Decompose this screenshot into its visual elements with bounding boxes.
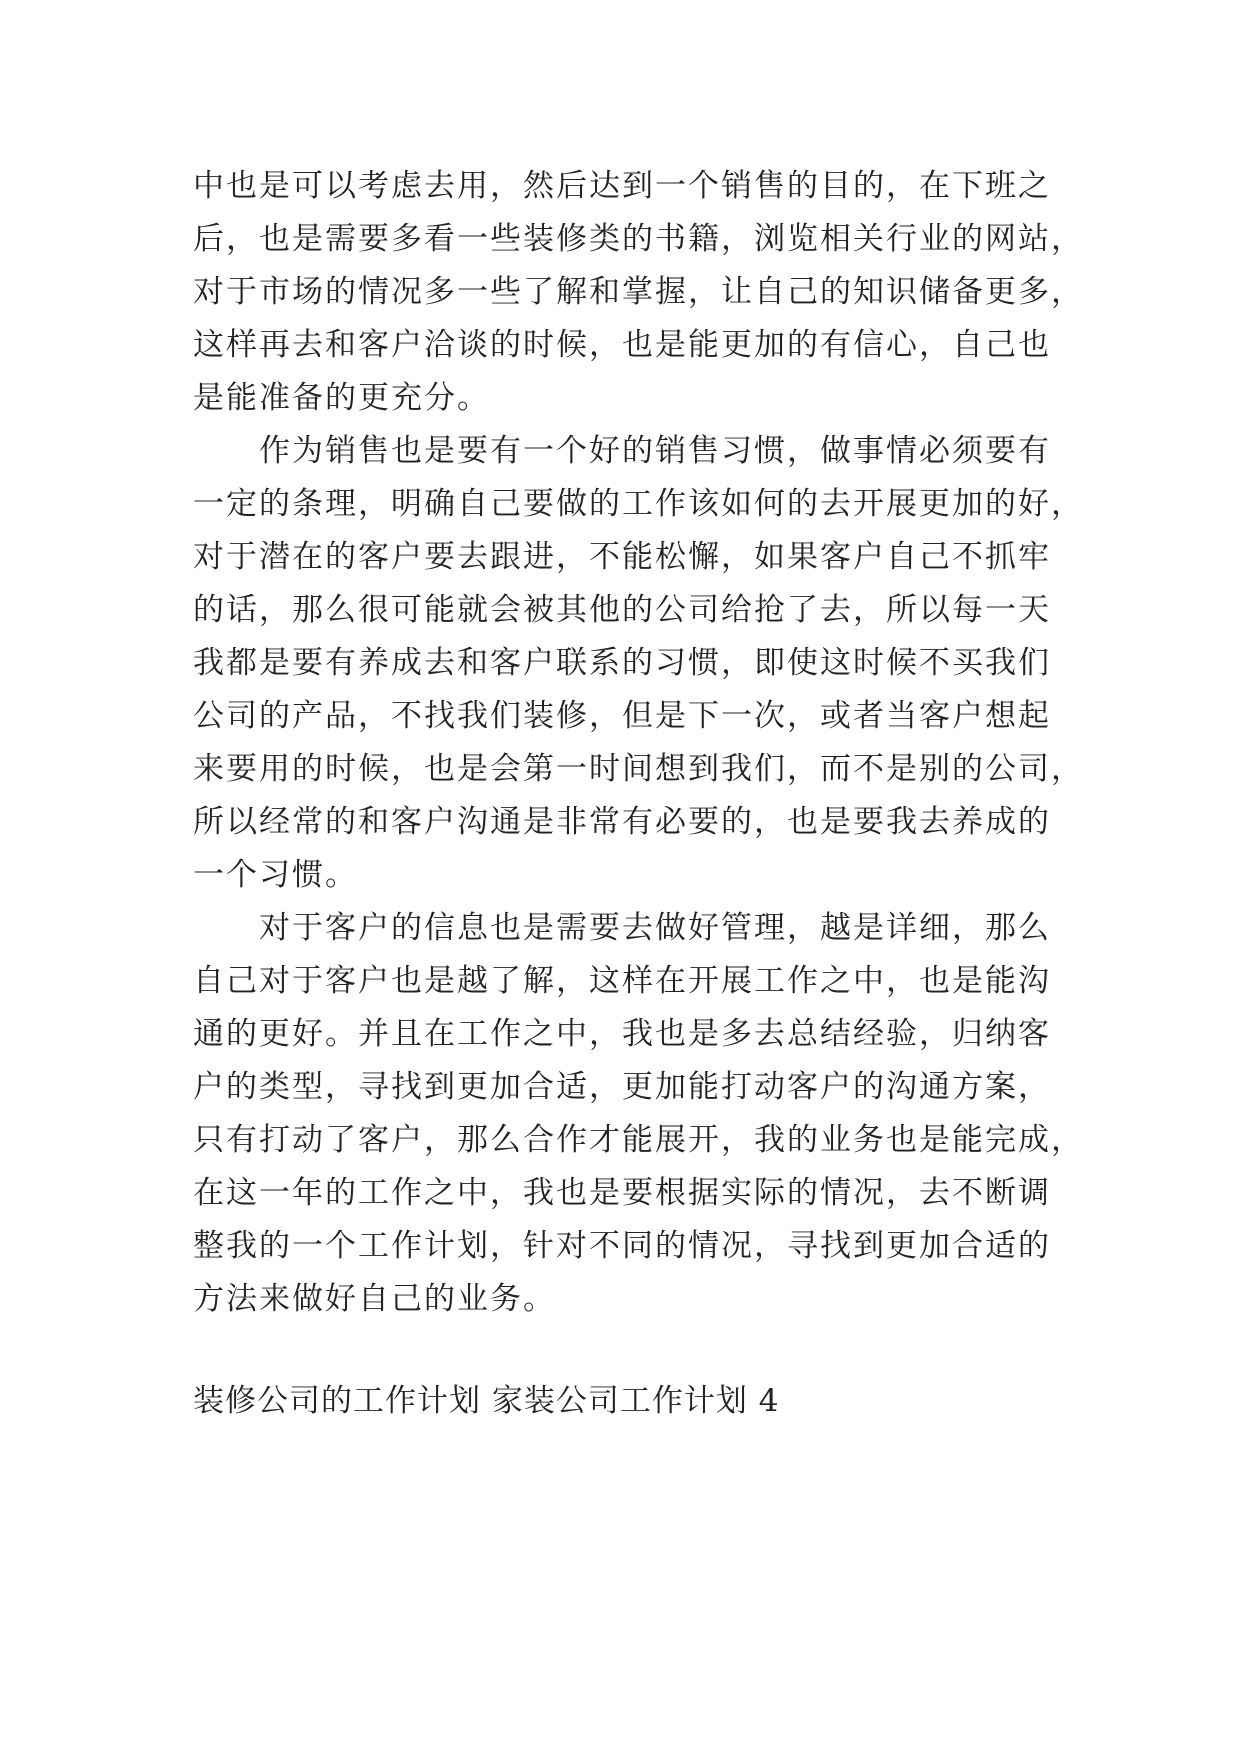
document-body: [193, 160, 1084, 1428]
text-line: 只有打动了客户，那么合作才能展开，我的业务也是能完成，: [193, 1122, 1084, 1158]
section-heading: 装修公司的工作计划 家装公司工作计划 4: [193, 1383, 780, 1419]
text-line: 对于客户的信息也是需要去做好管理，越是详细，那么: [193, 910, 1051, 946]
text-line: 方法来做好自己的业务。: [193, 1281, 556, 1317]
text-line: 作为销售也是要有一个好的销售习惯，做事情必须要有: [193, 433, 1051, 469]
text-line: 所以经常的和客户沟通是非常有必要的，也是要我去养成的: [193, 804, 1051, 840]
text-line: 中也是可以考虑去用，然后达到一个销售的目的，在下班之: [193, 168, 1051, 204]
text-line: 公司的产品，不找我们装修，但是下一次，或者当客户想起: [193, 698, 1051, 734]
text-line: 整我的一个工作计划，针对不同的情况，寻找到更加合适的: [193, 1228, 1051, 1264]
text-line: 在这一年的工作之中，我也是要根据实际的情况，去不断调: [193, 1175, 1051, 1211]
text-line: 来要用的时候，也是会第一时间想到我们，而不是别的公司，: [193, 751, 1084, 787]
section-gap: [193, 1326, 1073, 1375]
text-line: 对于潜在的客户要去跟进，不能松懈，如果客户自己不抓牢: [193, 539, 1051, 575]
text-line: 一个习惯。: [193, 857, 358, 893]
text-line: 这样再去和客户洽谈的时候，也是能更加的有信心，自己也: [193, 327, 1051, 363]
text-line: 对于市场的情况多一些了解和掌握，让自己的知识储备更多，: [193, 274, 1084, 310]
text-line: 通的更好。并且在工作之中，我也是多去总结经验，归纳客: [193, 1016, 1051, 1052]
text-line: 后，也是需要多看一些装修类的书籍，浏览相关行业的网站，: [193, 221, 1084, 257]
text-line: 是能准备的更充分。: [193, 380, 490, 416]
text-line: 自己对于客户也是越了解，这样在开展工作之中，也是能沟: [193, 963, 1051, 999]
text-line: 一定的条理，明确自己要做的工作该如何的去开展更加的好，: [193, 486, 1084, 522]
text-line: 我都是要有养成去和客户联系的习惯，即使这时候不买我们: [193, 645, 1051, 681]
text-line: 户的类型，寻找到更加合适，更加能打动客户的沟通方案，: [193, 1069, 1051, 1105]
text-line: 的话，那么很可能就会被其他的公司给抢了去，所以每一天: [193, 592, 1051, 628]
